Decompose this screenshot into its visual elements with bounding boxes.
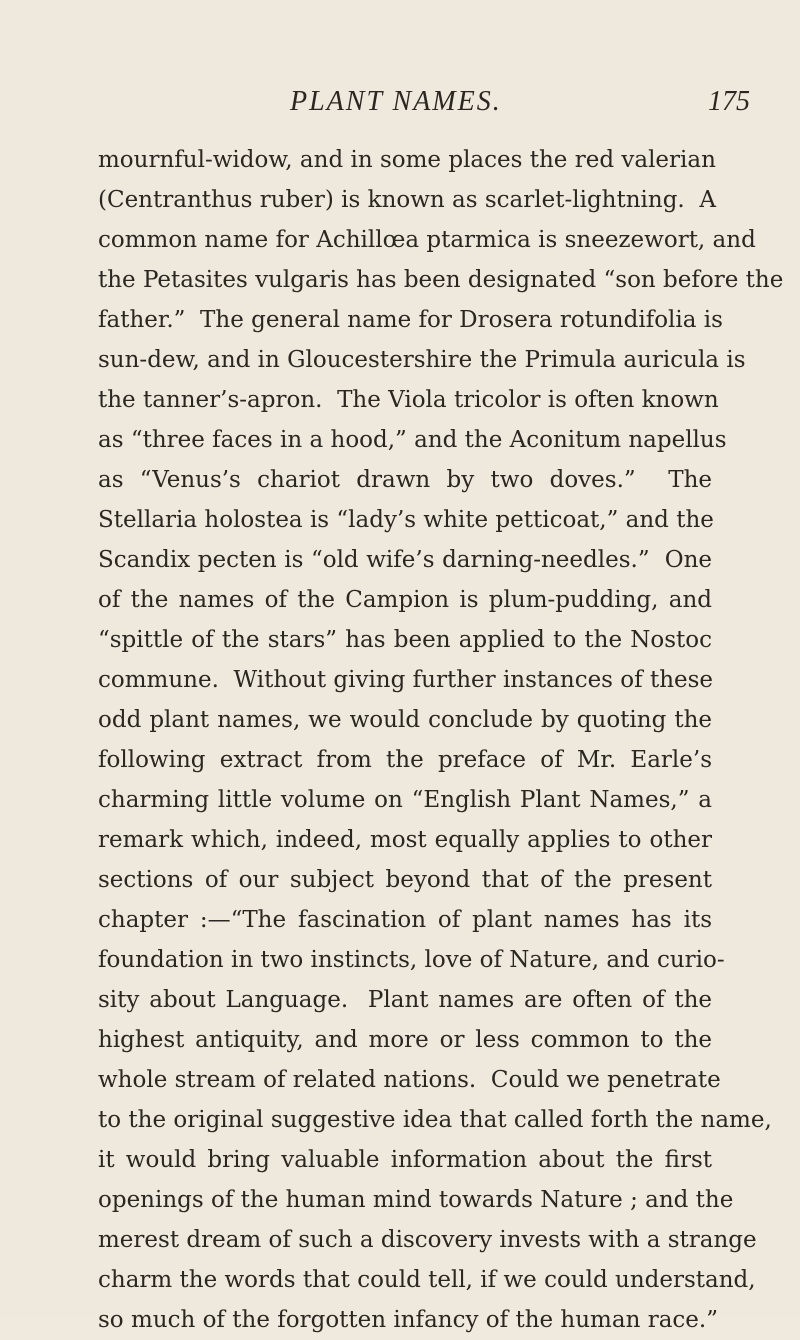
text-line: [98, 1300, 718, 1340]
text-line: [98, 1220, 757, 1260]
text-line-content: (Centranthus ruber) is known as scarlet-lightning. A: [98, 187, 716, 213]
text-line-content: Stellaria holostea is “lady’s white petticoat,” and the: [98, 507, 714, 533]
text-line-content: openings of the human mind towards Nature ; and the: [98, 1187, 734, 1213]
text-line-content: charm the words that could tell, if we could understand,: [98, 1267, 756, 1293]
text-line: [98, 340, 746, 380]
text-line-content: so much of the forgotten infancy of the human race.”: [98, 1307, 718, 1333]
text-line: [98, 500, 712, 540]
text-line-content: mournful-widow, and in some places the red valerian: [98, 147, 716, 173]
text-line: [98, 140, 716, 180]
text-line-content: highest antiquity, and more or less common to the: [98, 1027, 712, 1053]
text-line-content: commune. Without giving further instances of these: [98, 667, 714, 693]
text-line: [98, 700, 712, 740]
text-line-content: the tanner’s-apron. The Viola tricolor is often known: [98, 387, 719, 413]
text-line: [98, 900, 712, 940]
text-line-content: foundation in two instincts, love of Nature, and curio-: [98, 947, 725, 973]
text-line: [98, 820, 712, 860]
text-line: [98, 540, 712, 580]
text-line: [98, 300, 723, 340]
text-line-content: remark which, indeed, most equally applies to other: [98, 827, 712, 853]
text-line: [98, 940, 725, 980]
text-line-content: merest dream of such a discovery invests with a strange: [98, 1227, 757, 1253]
text-line: [98, 180, 716, 220]
text-line-content: whole stream of related nations. Could we penetrate: [98, 1067, 721, 1093]
text-line-content: the Petasites vulgaris has been designated “son before the: [98, 267, 784, 293]
running-head: [0, 86, 800, 126]
text-line-content: as “three faces in a hood,” and the Aconitum napellus: [98, 427, 727, 453]
text-line-content: of the names of the Campion is plum-pudding, and: [98, 587, 712, 613]
text-line: [98, 1180, 734, 1220]
text-line-content: “spittle of the stars” has been applied to the Nostoc: [98, 627, 712, 653]
text-line: [98, 580, 712, 620]
text-line: [98, 380, 719, 420]
text-line-content: odd plant names, we would conclude by quoting the: [98, 707, 712, 733]
body-text: [98, 140, 784, 1340]
page-number: 175: [708, 86, 750, 117]
text-line: [98, 420, 727, 460]
text-line-content: as “Venus’s chariot drawn by two doves.” The: [98, 467, 712, 493]
text-line: [98, 460, 712, 500]
text-line-content: following extract from the preface of Mr. Earle’s: [98, 747, 712, 773]
text-line-content: father.” The general name for Drosera rotundifolia is: [98, 307, 723, 333]
text-line: [98, 1060, 721, 1100]
text-line: [98, 1140, 712, 1180]
text-line-content: Scandix pecten is “old wife’s darning-needles.” One: [98, 547, 712, 573]
text-line-content: it would bring valuable information about the first: [98, 1147, 712, 1173]
text-line-content: sun-dew, and in Gloucestershire the Primula auricula is: [98, 347, 746, 373]
text-line: [98, 980, 712, 1020]
text-line-content: common name for Achillœa ptarmica is sneezewort, and: [98, 227, 756, 253]
text-line-content: sections of our subject beyond that of the present: [98, 867, 712, 893]
text-line-content: charming little volume on “English Plant Names,” a: [98, 787, 712, 813]
text-line-content: sity about Language. Plant names are often of the: [98, 987, 712, 1013]
text-line: [98, 260, 784, 300]
text-line: [98, 1100, 772, 1140]
text-line: [98, 740, 712, 780]
text-line-content: to the original suggestive idea that called forth the name,: [98, 1107, 772, 1133]
text-line: [98, 1020, 712, 1060]
text-line: [98, 220, 756, 260]
text-line: [98, 1260, 756, 1300]
text-line-content: chapter :—“The fascination of plant names has its: [98, 907, 712, 933]
text-line: [98, 780, 712, 820]
text-line: [98, 620, 712, 660]
text-line: [98, 860, 712, 900]
text-line: [98, 660, 712, 700]
running-title: PLANT NAMES.: [290, 86, 502, 117]
